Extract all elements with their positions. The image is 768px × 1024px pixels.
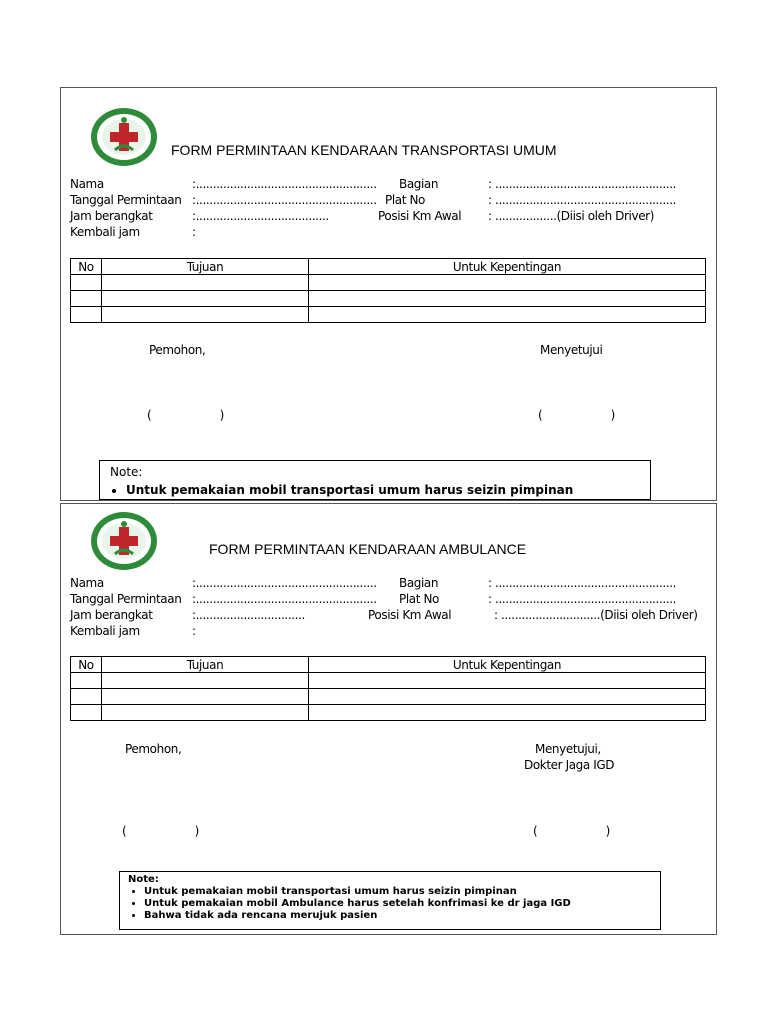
table-cell[interactable] [309,705,706,721]
bagian-field[interactable]: : ..................................................... [488,177,677,191]
menyetujui-label: Menyetujui, [535,742,601,756]
table-header-row [71,657,706,673]
table-cell[interactable] [309,689,706,705]
table-header-row [71,259,706,275]
jam-label: Jam berangkat [70,209,153,223]
table-cell[interactable] [102,307,309,323]
table-cell[interactable] [102,705,309,721]
km-field[interactable]: : ..................(Diisi oleh Driver) [488,209,654,223]
kembali-label: Kembali jam [70,624,140,638]
nama-field[interactable]: :..................................................... [192,576,377,590]
col-tujuan: Tujuan [102,259,309,275]
nama-label: Nama [70,177,104,191]
km-label: Posisi Km Awal [378,209,462,223]
table-row [71,705,706,721]
pemohon-label: Pemohon, [149,343,206,357]
signature-left[interactable]: ( ) [122,824,199,838]
plat-field[interactable]: : ..................................................... [488,193,677,207]
hospital-seal-icon [89,106,159,168]
tanggal-label: Tanggal Permintaan [70,193,182,207]
note-item: • Bahwa tidak ada rencana merujuk pasien [144,910,571,922]
note-item: • Untuk pemakaian mobil transportasi umum harus seizin pimpinan [126,483,573,497]
note-box [99,460,651,500]
tanggal-label: Tanggal Permintaan [70,592,182,606]
signature-right[interactable]: ( ) [538,408,615,422]
request-table [70,258,706,323]
table-cell[interactable] [71,275,102,291]
table-cell[interactable] [102,673,309,689]
table-cell[interactable] [309,275,706,291]
col-no: No [71,657,102,673]
table-cell[interactable] [71,307,102,323]
kembali-field[interactable]: : [192,624,196,638]
signature-left[interactable]: ( ) [147,408,224,422]
menyetujui-label: Menyetujui [540,343,603,357]
jam-label: Jam berangkat [70,608,153,622]
note-item: • Untuk pemakaian mobil Ambulance harus setelah konfrimasi ke dr jaga IGD [144,898,571,910]
transport-form [60,87,717,501]
table-row [71,275,706,291]
plat-label: Plat No [399,592,439,606]
plat-field[interactable]: : ..................................................... [488,592,677,606]
note-list [108,483,573,497]
table-cell[interactable] [71,705,102,721]
hospital-seal-icon [89,510,159,572]
note-title: Note: [110,465,143,479]
table-cell[interactable] [102,275,309,291]
tanggal-field[interactable]: :..................................................... [192,193,377,207]
kembali-field[interactable]: : [192,225,196,239]
form-title: FORM PERMINTAAN KENDARAAN TRANSPORTASI UMUM [171,142,557,158]
col-kepentingan: Untuk Kepentingan [309,259,706,275]
kembali-label: Kembali jam [70,225,140,239]
table-cell[interactable] [309,291,706,307]
table-cell[interactable] [71,291,102,307]
table-cell[interactable] [71,689,102,705]
plat-label: Plat No [385,193,425,207]
note-item: • Untuk pemakaian mobil transportasi umum harus seizin pimpinan [144,886,571,898]
table-row [71,689,706,705]
table-row [71,307,706,323]
request-table [70,656,706,721]
jam-field[interactable]: :................................ [192,608,305,622]
ambulance-form [60,503,717,935]
bagian-label: Bagian [399,576,439,590]
jam-field[interactable]: :....................................... [192,209,329,223]
nama-field[interactable]: :..................................................... [192,177,377,191]
table-row [71,673,706,689]
nama-label: Nama [70,576,104,590]
col-kepentingan: Untuk Kepentingan [309,657,706,673]
dokter-label: Dokter Jaga IGD [524,758,615,772]
note-box [119,871,661,930]
col-no: No [71,259,102,275]
tanggal-field[interactable]: :..................................................... [192,592,377,606]
table-cell[interactable] [102,291,309,307]
table-cell[interactable] [309,673,706,689]
km-label: Posisi Km Awal [368,608,452,622]
pemohon-label: Pemohon, [125,742,182,756]
table-cell[interactable] [309,307,706,323]
table-row [71,291,706,307]
form-title: FORM PERMINTAAN KENDARAAN AMBULANCE [209,541,527,557]
table-cell[interactable] [71,673,102,689]
col-tujuan: Tujuan [102,657,309,673]
bagian-label: Bagian [399,177,439,191]
note-title: Note: [128,874,159,885]
signature-right[interactable]: ( ) [533,824,610,838]
table-cell[interactable] [102,689,309,705]
km-field[interactable]: : .............................(Diisi oleh Driver) [494,608,698,622]
bagian-field[interactable]: : ..................................................... [488,576,677,590]
note-list [126,886,571,922]
